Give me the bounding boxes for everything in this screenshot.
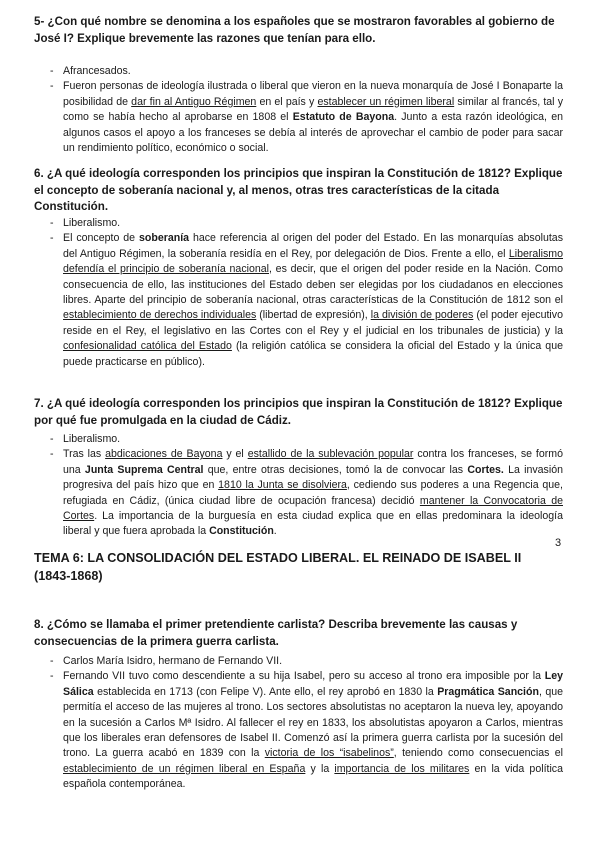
list-item: - Tras las abdicaciones de Bayona y el estallido de la sublevación popular contra los franceses, se formó una Junta Suprema Central que, entre otras decisiones, tomó la de convocar las Cortes. La invasión progresiva del país hizo que en 1810 la Junta se disolviera, cediendo sus poderes a una Regencia que, refugiada en Cádiz, (única ciudad libre de ocupación francesa) decidió mantener la Convocatoria de Cortes. La importancia de la burguesía en esta ciudad explica que en ellas predominara la ideología liberal y que fuera aprobada la Constitución. bbox=[50, 447, 563, 539]
question-5-title: 5- ¿Con qué nombre se denomina a los españoles que se mostraron favorables al gobierno de José I? Explique brevemente las razones que tenían para ello. bbox=[34, 15, 555, 45]
list-item: - Fernando VII tuvo como descendiente a su hija Isabel, pero su acceso al trono era imposible por la Ley Sálica establecida en 1713 (con Felipe V). Ante ello, el rey aprobó en 1830 la Pragmática Sanción, que permitía el acceso de las mujeres al trono. Los sectores absolutistas no aceptaron la nueva ley, apoyando en la sucesión a Carlos Mª Isidro. Al fallecer el rey en 1833, los absolutistas apoyaron a Carlos, mientras que los liberales eran defensores de Isabel II. Comenzó así la primera guerra carlista por la sucesión del trono. La guerra acabó en 1839 con la victoria de los “isabelinos”, teniendo como consecuencias el establecimiento de un régimen liberal en España y la importancia de los militares en la vida política española contemporánea. bbox=[50, 669, 563, 792]
page-number: 3 bbox=[555, 537, 562, 549]
section-heading: TEMA 6: LA CONSOLIDACIÓN DEL ESTADO LIBERAL. EL REINADO DE ISABEL II (1843-1868) bbox=[34, 551, 522, 583]
answer-8 bbox=[50, 654, 563, 793]
list-item bbox=[50, 216, 563, 231]
question-6-title: 6. ¿A qué ideología corresponden los principios que inspiran la Constitución de 1812? Explique el concepto de soberanía nacional y, al menos, otras tres características de la citada Constitución. bbox=[34, 167, 563, 213]
answer-7 bbox=[50, 432, 563, 540]
question-8-title: 8. ¿Cómo se llamaba el primer pretendiente carlista? Describa brevemente las causas y consecuencias de la primera guerra carlista. bbox=[34, 618, 518, 648]
list-item bbox=[50, 654, 563, 669]
short-answer: Carlos María Isidro, hermano de Fernando VII. bbox=[63, 655, 283, 667]
list-item: - El concepto de soberanía hace referencia al origen del poder del Estado. En las monarquías absolutas del Antiguo Régimen, la soberanía residía en el Rey, por delegación de Dios. Frente a ello, el Liberalismo defendía el principio de soberanía nacional, es decir, que el origen del poder reside en la Nación. Como consecuencia de ello, las instituciones del Estado deben ser elegidas por los ciudadanos en elecciones libres. Aparte del principio de soberanía nacional, otras características de la Constitución de 1812 son el establecimiento de derechos individuales (libertad de expresión), la división de poderes (el poder ejecutivo reside en el Rey, el legislativo en las Cortes con el Rey y el judicial en los tribunales de justicia) y la confesionalidad católica del Estado (la religión católica se considera la oficial del Estado y la única que puede practicarse en público). bbox=[50, 231, 563, 370]
list-item bbox=[50, 64, 563, 79]
answer-6 bbox=[50, 216, 563, 370]
short-answer: Liberalismo. bbox=[63, 217, 121, 229]
short-answer: Afrancesados. bbox=[63, 65, 131, 77]
short-answer: Liberalismo. bbox=[63, 433, 121, 445]
answer-5 bbox=[50, 64, 563, 156]
question-7-title: 7. ¿A qué ideología corresponden los principios que inspiran la Constitución de 1812? Explique por qué fue promulgada en la ciudad de Cádiz. bbox=[34, 397, 563, 427]
list-item bbox=[50, 432, 563, 447]
list-item: - Fueron personas de ideología ilustrada o liberal que vieron en la nueva monarquía de José I Bonaparte la posibilidad de dar fin al Antiguo Régimen en el país y establecer un régimen liberal similar al francés, tal y como se había hecho al aprobarse en 1808 el Estatuto de Bayona. Junto a esta razón ideológica, en algunos casos el apoyo a los franceses se debía al interés de aprovechar el cambio de poder para sacar un rendimiento político, económico o social. bbox=[50, 79, 563, 156]
